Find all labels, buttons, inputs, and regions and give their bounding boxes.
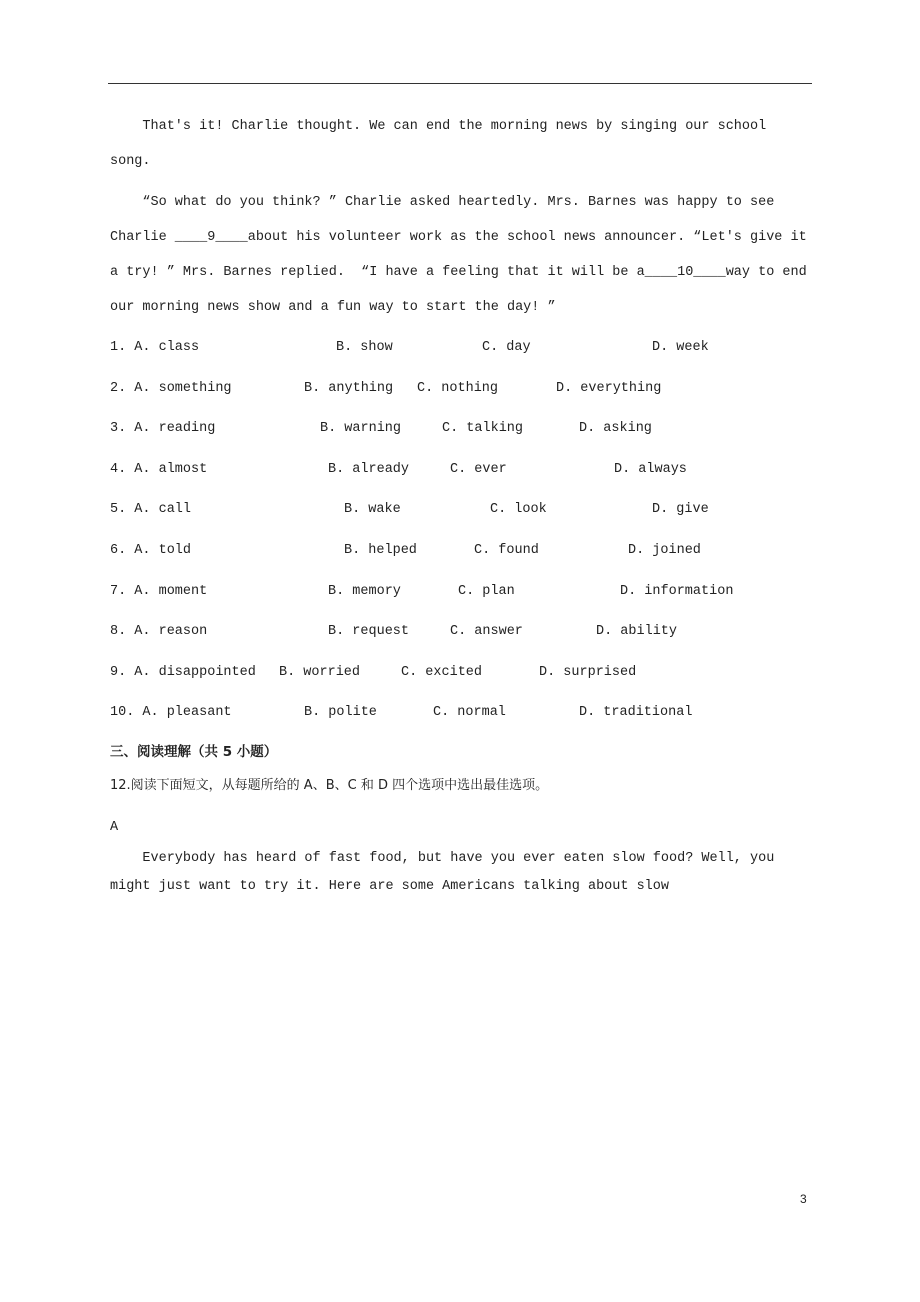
question-8-option-c: C. answer [450,624,523,640]
question-1-option-d: D. week [652,340,709,355]
passage-line: Charlie ____9____about his volunteer work as the school news announcer. “Let's give it [110,230,807,245]
question-10-option-d: D. traditional [579,705,693,721]
question-2-option-a: 2. A. something [110,380,232,396]
question-6-option-a: 6. A. told [110,543,192,558]
passage-label: A [110,820,119,835]
passage-line: might just want to try it. Here are some Americans talking about slow [110,879,669,894]
question-8-option-b: B. request [328,624,410,640]
question-4-option-a: 4. A. almost [110,461,208,477]
question-5-option-b: B. wake [344,502,401,518]
passage-line: our morning news show and a fun way to start the day! ” [110,300,556,315]
question-1-option-c: C. day [482,340,531,355]
question-3-option-a: 3. A. reading [110,421,216,437]
question-10-option-c: C. normal [433,705,506,721]
passage-line: a try! ” Mrs. Barnes replied. “I have a feeling that it will be a____10____way to end [110,265,807,280]
instruction: 12.阅读下面短文，从每题所给的 A、B、C 和 D 四个选项中选出最佳选项。 [110,778,549,793]
question-4-option-d: D. always [614,461,687,477]
page-number: 3 [800,1192,807,1206]
question-8-option-a: 8. A. reason [110,624,208,640]
question-1-option-a: 1. A. class [110,340,200,355]
passage-line: “So what do you think? ” Charlie asked heartedly. Mrs. Barnes was happy to see [110,195,775,210]
section-heading: 三、阅读理解（共 5 小题） [110,744,278,760]
question-8-option-d: D. ability [596,624,678,640]
passage-line: That's it! Charlie thought. We can end the morning news by singing our school [110,119,767,134]
question-6-option-d: D. joined [628,543,701,558]
question-5-option-c: C. look [490,502,547,518]
question-6-option-b: B. helped [344,543,417,558]
question-4-option-b: B. already [328,461,410,477]
question-7-option-a: 7. A. moment [110,583,208,599]
header-rule [108,83,812,84]
question-9-option-b: B. worried [279,664,361,680]
question-10-option-a: 10. A. pleasant [110,705,232,721]
question-9-option-a: 9. A. disappointed [110,664,256,680]
question-2-option-d: D. everything [556,380,662,396]
question-3-option-b: B. warning [320,421,402,437]
question-2-option-c: C. nothing [417,380,499,396]
question-7-option-d: D. information [620,583,734,599]
passage-line: Everybody has heard of fast food, but have you ever eaten slow food? Well, you [110,851,775,866]
question-5-option-d: D. give [652,502,709,518]
question-3-option-c: C. talking [442,421,524,437]
question-3-option-d: D. asking [579,421,652,437]
question-9-option-c: C. excited [401,664,483,680]
question-4-option-c: C. ever [450,461,507,477]
question-7-option-c: C. plan [458,583,515,599]
passage-line: song. [110,154,151,169]
question-7-option-b: B. memory [328,583,401,599]
question-5-option-a: 5. A. call [110,502,192,518]
question-2-option-b: B. anything [304,380,394,396]
question-9-option-d: D. surprised [539,664,637,680]
question-10-option-b: B. polite [304,705,377,721]
question-1-option-b: B. show [336,340,393,355]
question-6-option-c: C. found [474,543,539,558]
